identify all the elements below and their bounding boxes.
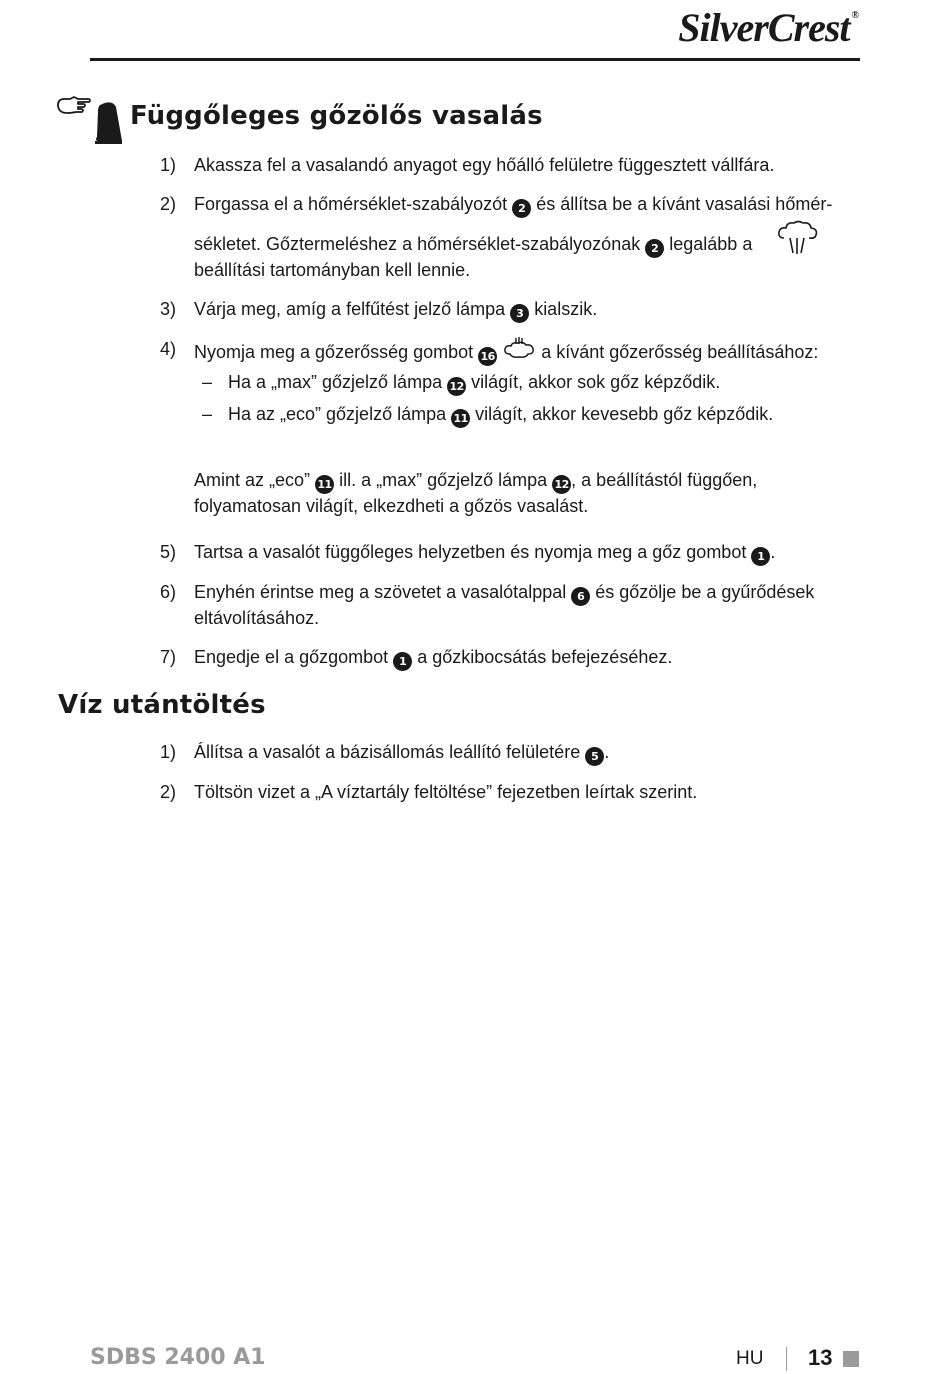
ref-number-badge: 16 (478, 347, 497, 366)
footer-language: HU (736, 1348, 764, 1369)
step-text: Engedje el a gőzgombot 1 a gőzkibocsátás befejezéséhez. (194, 644, 672, 671)
step-text: Enyhén érintse meg a szövetet a vasalótalppal 6 és gőzölje be a gyűrődések (194, 579, 814, 606)
ref-number-badge: 11 (315, 475, 334, 494)
ref-number-badge: 2 (645, 239, 664, 258)
step-text: Töltsön vizet a „A víztartály feltöltése” fejezetben leírtak szerint. (194, 782, 698, 802)
ref-number-badge: 1 (393, 652, 412, 671)
ref-number-badge: 5 (585, 747, 604, 766)
step-number: 1) (160, 742, 177, 762)
pointing-hand-icon (56, 95, 92, 119)
ref-number-badge: 6 (571, 587, 590, 606)
step-number: 6) (160, 582, 177, 602)
iron-icon (94, 99, 124, 145)
ref-number-badge: 11 (451, 409, 470, 428)
footer-square-marker (843, 1351, 859, 1367)
ref-number-badge: 1 (751, 547, 770, 566)
bullet-dash: – (202, 404, 213, 424)
ref-number-badge: 2 (512, 199, 531, 218)
step-text: Várja meg, amíg a felfűtést jelző lámpa 3 kialszik. (194, 296, 597, 323)
ref-number-badge: 12 (447, 377, 466, 396)
step-number: 7) (160, 647, 177, 667)
steam-button-icon (502, 336, 536, 364)
bullet-dash: – (202, 372, 213, 392)
step-number: 3) (160, 299, 177, 319)
step-text: Tartsa a vasalót függőleges helyzetben és nyomja meg a gőz gombot 1 . (194, 539, 775, 566)
step-number: 5) (160, 542, 177, 562)
bullet-text: Ha a „max” gőzjelző lámpa 12 világít, akkor sok gőz képződik. (228, 369, 720, 396)
step-text: sékletet. Gőztermeléshez a hőmérséklet-szabályozónak 2 legalább a (194, 231, 752, 258)
footer-model-number: SDBS 2400 A1 (90, 1345, 266, 1370)
step-text: Forgassa el a hőmérséklet-szabályozót 2 és állítsa be a kívánt vasalási hőmér- (194, 191, 832, 218)
step-text: Akassza fel a vasalandó anyagot egy hőálló felületre függesztett vállfára. (194, 155, 775, 175)
step-number: 2) (160, 194, 177, 214)
footer-divider (786, 1347, 787, 1371)
ref-number-badge: 12 (552, 475, 571, 494)
step-text: Nyomja meg a gőzerősség gombot 16 a kívánt gőzerősség beállításához: (194, 336, 818, 366)
bullet-text: Ha az „eco” gőzjelző lámpa 11 világít, akkor kevesebb gőz képződik. (228, 401, 773, 428)
step-text: Állítsa a vasalót a bázisállomás leállító felületére 5 . (194, 739, 609, 766)
ref-number-badge: 3 (510, 304, 529, 323)
step-text: eltávolításához. (194, 608, 320, 628)
note-text: Amint az „eco” 11 ill. a „max” gőzjelző lámpa 12 , a beállítástól függően, (194, 467, 757, 494)
section-title-water-refill: Víz utántöltés (58, 690, 266, 720)
step-text: beállítási tartományban kell lennie. (194, 260, 471, 280)
step-number: 2) (160, 782, 177, 802)
steam-cloud-icon (776, 220, 820, 256)
note-text: folyamatosan világít, elkezdheti a gőzös vasalást. (194, 496, 589, 516)
section-title-vertical-steam: Függőleges gőzölős vasalás (130, 101, 543, 131)
page-number: 13 (808, 1345, 833, 1370)
brand-logo: SilverCrest ® (678, 5, 858, 50)
step-number: 4) (160, 339, 177, 359)
header-rule (90, 58, 860, 61)
step-number: 1) (160, 155, 177, 175)
